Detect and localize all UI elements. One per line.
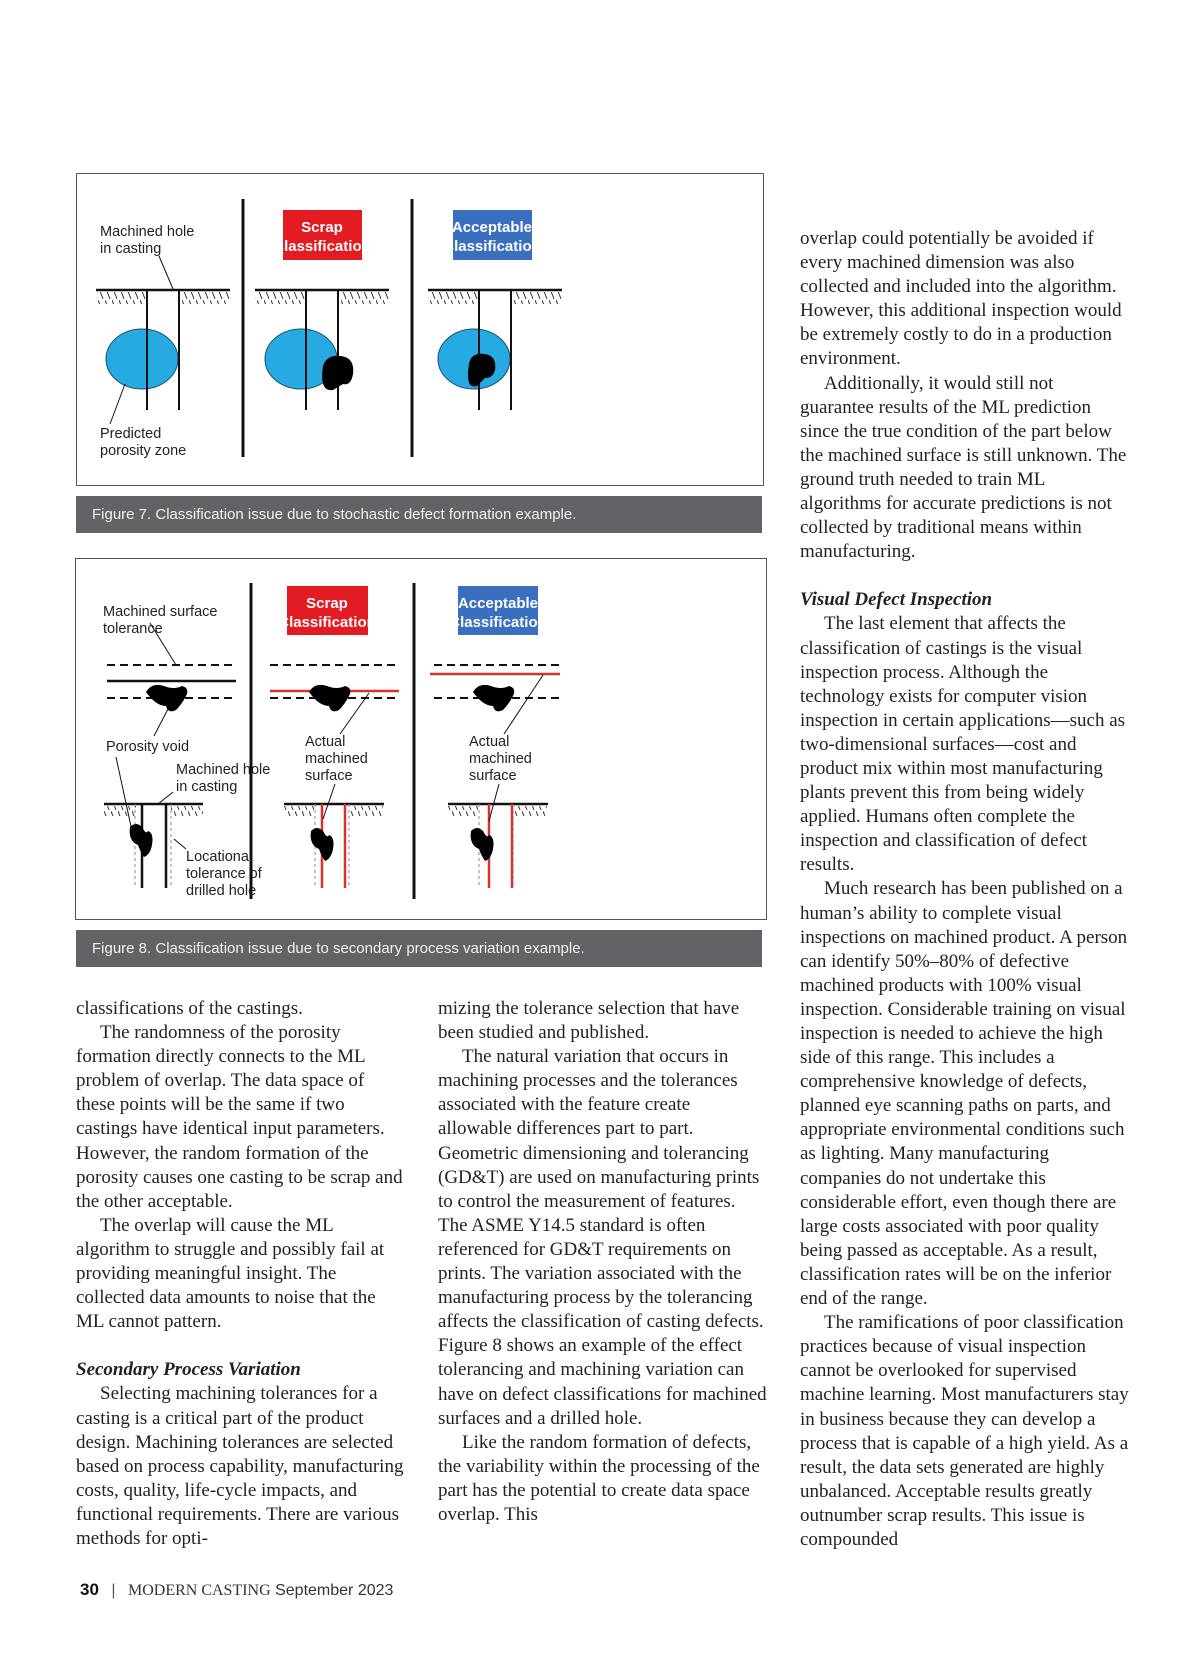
paragraph: The overlap will cause the ML algorithm to struggle and possibly fail at providing meaningful insight. The collected data amounts to noise that the ML cannot pattern. [76, 1214, 385, 1333]
paragraph: The randomness of the porosity formation directly connects to the ML problem of overlap. The data space of these points will be the same if two castings have identical input parameters. However, the random formation of the porosity causes one casting to be scrap and the other acceptable. [76, 1022, 403, 1212]
paragraph: Additionally, it would still not guarantee results of the ML prediction since the true condition of the part below the machined surface is still unknown. The ground truth needed to train ML algorithms for accurate predictions is not collected by traditional means within manufacturing. [800, 372, 1127, 563]
svg-text:Classification: Classification [273, 238, 371, 255]
issue-date: September 2023 [275, 1582, 394, 1599]
svg-text:Machined surface: Machined surface [103, 604, 218, 620]
svg-text:Actual: Actual [469, 734, 510, 750]
svg-text:tolerance of: tolerance of [186, 866, 262, 882]
svg-text:Actual: Actual [305, 734, 346, 750]
svg-text:porosity zone: porosity zone [100, 443, 187, 459]
svg-text:surface: surface [469, 768, 517, 784]
svg-text:machined: machined [305, 751, 368, 767]
paragraph: The natural variation that occurs in machining processes and the tolerances associated with the feature create allowable differences part to part. Geometric dimensioning and tolerancing (GD&T) are used on manufacturing prints to control the measurement of features. The ASME Y14.5 standard is often referenced for GD&T requirements on prints. The variation associated with the manufacturing process by the tolerancing affects the classification of casting defects. Figure 8 shows an example of the effect tolerancing and machining variation can have on defect classifications for machined surfaces and a drilled hole. [438, 1046, 767, 1429]
panel-base [96, 290, 231, 410]
svg-text:Locational: Locational [186, 849, 253, 865]
svg-text:in casting: in casting [100, 241, 162, 257]
svg-text:tolerance: tolerance [103, 621, 163, 637]
page-footer [80, 1580, 393, 1600]
svg-text:Classification: Classification [278, 614, 376, 631]
paragraph: The last element that affects the classification of castings is the visual inspection process. Although the technology exists for computer vision inspection in certain applications—such as two-dimensional surfaces—cost and product mix within most manufacturing plants prevent this from being widely applied. Humans often complete the inspection and classification of defect results. [800, 613, 1126, 876]
panel-1 [103, 604, 270, 899]
paragraph: mizing the tolerance selection that have been studied and published. [438, 998, 740, 1044]
svg-text:Predicted: Predicted [100, 426, 162, 442]
svg-text:surface: surface [305, 768, 353, 784]
svg-text:Scrap: Scrap [306, 595, 348, 612]
figure-7 [76, 173, 764, 486]
svg-text:Classification: Classification [443, 238, 541, 255]
column-3 [800, 227, 1130, 1552]
paragraph: overlap could potentially be avoided if every machined dimension was also collected and included into the algorithm. However, this additional inspection would be extremely costly to do in a production environment. [800, 228, 1122, 370]
svg-text:machined: machined [469, 751, 532, 767]
page-number: 30 [80, 1580, 99, 1599]
section-heading: Visual Defect Inspection [800, 589, 993, 611]
magazine-name: MODERN CASTING [127, 1582, 271, 1599]
paragraph: The ramifications of poor classification practices because of visual inspection cannot be overlooked for supervised machine learning. Most manufacturers stay in business because they can develop a process that is capable of a high yield. As a result, the data sets generated are highly unbalanced. Acceptable results greatly outnumber scrap results. This issue is compounded [800, 1312, 1129, 1550]
figure-7-caption: Figure 7. Classification issue due to stochastic defect formation example. [76, 496, 762, 533]
svg-text:Scrap: Scrap [301, 219, 343, 236]
svg-text:Acceptable: Acceptable [451, 219, 533, 236]
paragraph: Selecting machining tolerances for a casting is a critical part of the product design. Machining tolerances are selected based on process capability, manufacturing costs, quality, life-cycle impacts, and functional requirements. There are various methods for opti- [76, 1383, 404, 1549]
panel-3 [430, 665, 563, 888]
figure-7-diagram [77, 174, 763, 485]
svg-text:Machined hole: Machined hole [176, 762, 271, 778]
footer-separator: | [111, 1582, 116, 1599]
column-2 [438, 997, 768, 1527]
svg-text:in casting: in casting [176, 779, 238, 795]
paragraph: Much research has been published on a human’s ability to complete visual inspections on machined product. A person can identify 50%–80% of defective machined products with 100% visual inspection. Considerable training on visual inspection is needed to achieve the high side of this range. This includes a comprehensive knowledge of defects, planned eye scanning paths on parts, and appropriate environmental conditions such as lighting. Many manufacturing companies do not undertake this considerable effort, even though there are large costs associated with poor quality being passed as acceptable. As a result, classification rates will be on the inferior end of the range. [800, 878, 1128, 1310]
section-heading: Secondary Process Variation [76, 1359, 301, 1381]
figure-8-diagram [76, 559, 766, 919]
figure-8-caption: Figure 8. Classification issue due to secondary process variation example. [76, 930, 762, 967]
panel-2 [270, 665, 399, 888]
paragraph: Like the random formation of defects, the variability within the processing of the part has the potential to create data space overlap. This [438, 1431, 760, 1525]
svg-text:Porosity void: Porosity void [106, 739, 190, 755]
figure-8 [75, 558, 767, 920]
svg-text:Machined hole: Machined hole [100, 224, 195, 240]
svg-text:Acceptable: Acceptable [457, 595, 539, 612]
svg-text:drilled hole: drilled hole [186, 883, 257, 899]
column-1 [76, 997, 406, 1551]
paragraph: classifications of the castings. [76, 998, 303, 1019]
defect-void-scrap [322, 356, 353, 390]
svg-text:Classification: Classification [449, 614, 547, 631]
